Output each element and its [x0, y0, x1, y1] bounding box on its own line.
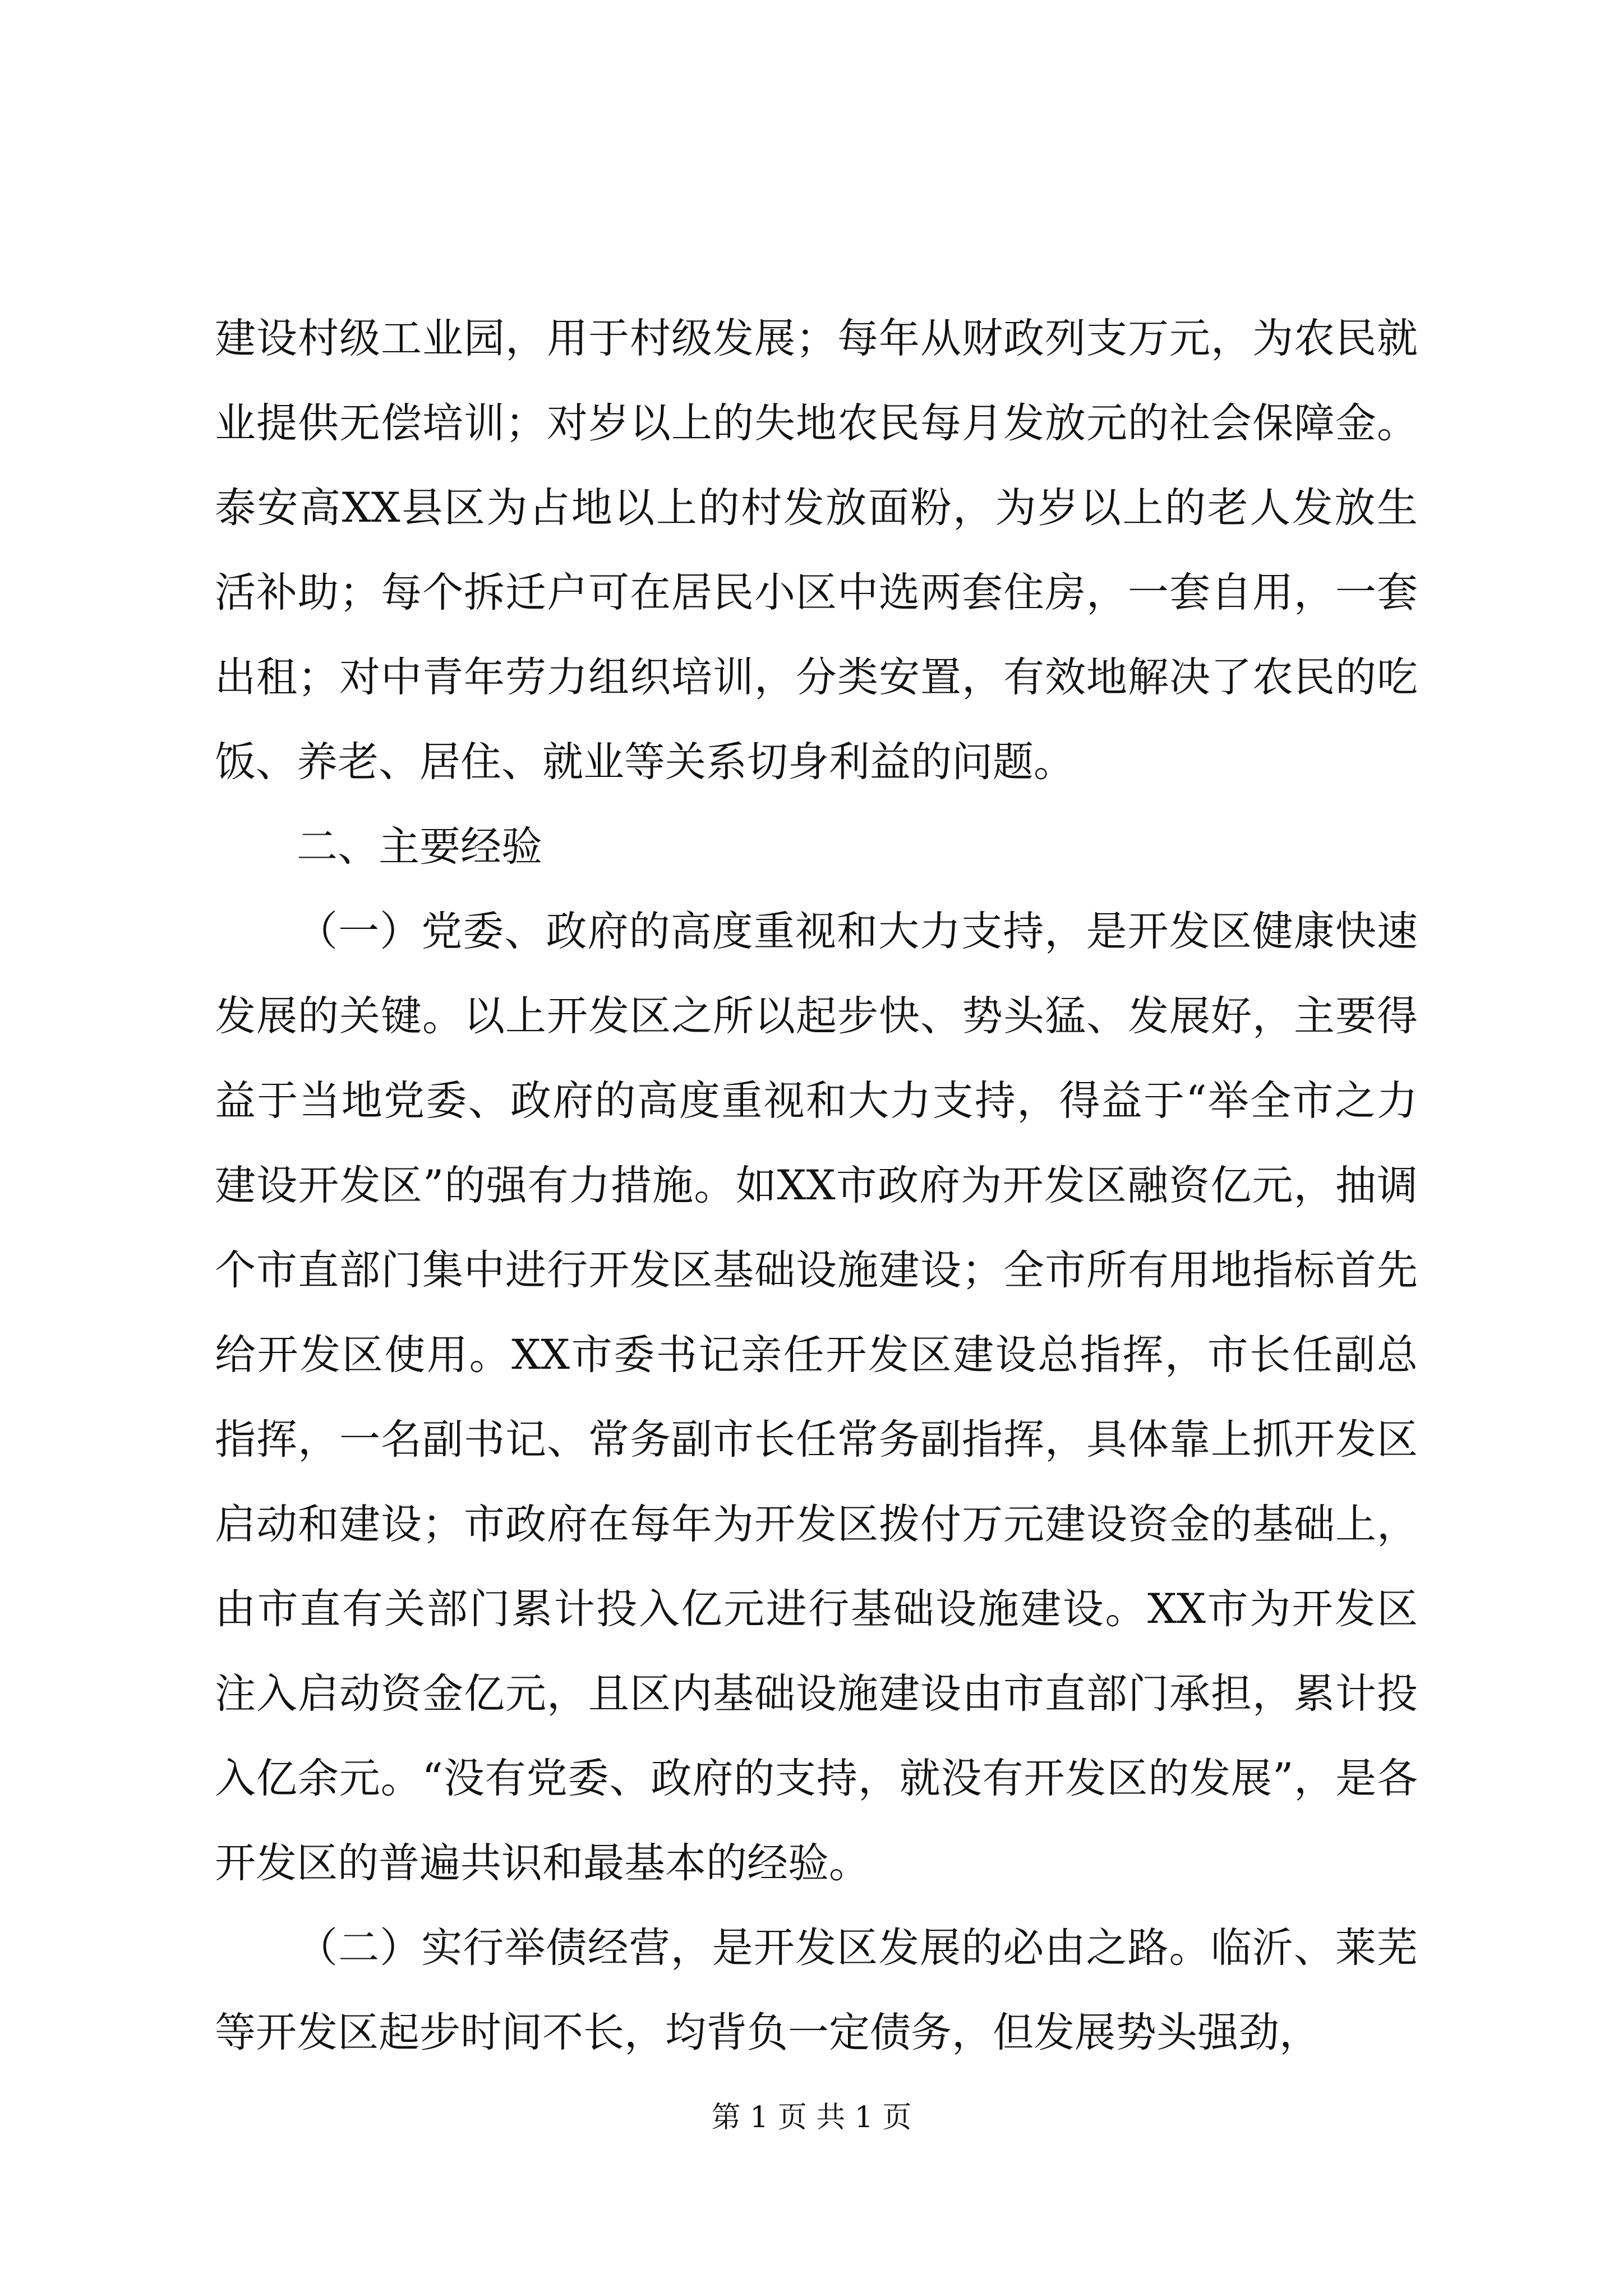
section-heading: 二、主要经验 [297, 823, 542, 871]
page-footer [0, 2098, 1623, 2137]
paragraph-2: （一）党委、政府的高度重视和大力支持，是开发区健康快速发展的关键。以上开发区之所以起步快、势头猛、发展好，主要得益于当地党委、政府的高度重视和大力支持，得益于“举全市之力建设开发区”的强有力措施。如XX市政府为开发区融资亿元，抽调个市直部门集中进行开发区基础设施建设；全市所有用地指标首先给开发区使用。XX市委书记亲任开发区建设总指挥，市长任副总指挥，一名副书记、常务副市长任常务副指挥，具体靠上抓开发区启动和建设；市政府在每年为开发区拨付万元建设资金的基础上，由市直有关部门累计投入亿元进行基础设施建设。XX市为开发区注入启动资金亿元，且区内基础设施建设由市直部门承担，累计投入亿余元。“没有党委、政府的支持，就没有开发区的发展”，是各开发区的普遍共识和最基本的经验。 [215, 908, 1418, 1887]
paragraph-1: 建设村级工业园，用于村级发展；每年从财政列支万元，为农民就业提供无偿培训；对岁以上的失地农民每月发放元的社会保障金。泰安高XX县区为占地以上的村发放面粉，为岁以上的老人发放生活补助；每个拆迁户可在居民小区中选两套住房，一套自用，一套出租；对中青年劳力组织培训，分类安置，有效地解决了农民的吃饭、养老、居住、就业等关系切身利益的问题。 [215, 315, 1418, 786]
page-number-label: 第 1 页 共 1 页 [711, 2101, 912, 2134]
document-body [215, 296, 1418, 2075]
paragraph-3: （二）实行举债经营，是开发区发展的必由之路。临沂、莱芜等开发区起步时间不长，均背负一定债务，但发展势头强劲， [215, 1924, 1418, 2056]
